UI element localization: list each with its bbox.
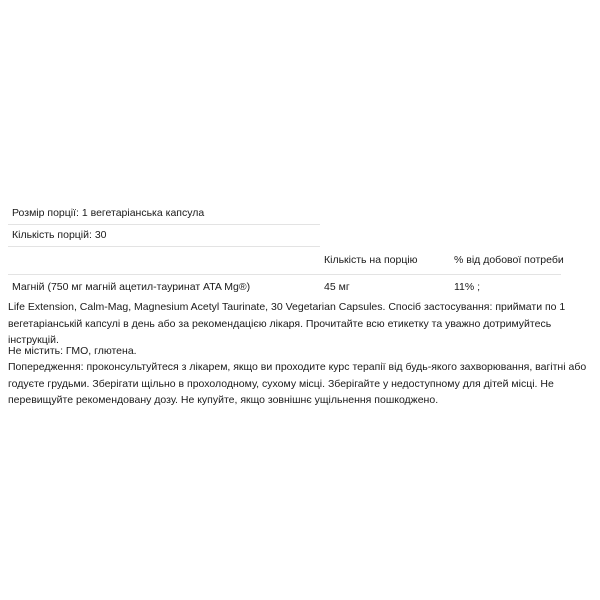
nutrient-amount: 45 мг (324, 281, 350, 293)
free-of-statement: Не містить: ГМО, глютена. (8, 345, 137, 357)
facts-header-row (8, 247, 564, 275)
servings-per-container-text: Кількість порцій: 30 (12, 229, 107, 241)
usage-instructions: Life Extension, Calm-Mag, Magnesium Acetyl Taurinate, 30 Vegetarian Capsules. Спосіб застосування: приймати по 1 вегетаріанській капсулі в день або за рекомендацією лікаря. Прочитайте всю етикетку та уважно дотримуйтесь інструкцій. (8, 301, 566, 346)
warning-statement: Попередження: проконсультуйтеся з лікарем, якщо ви проходите курс терапії від будь-якого захворювання, вагітні або годуєте грудьми. Зберігати щільно в прохолодному, сухому місці. Зберігайте у недоступному для дітей місці. Не перевищуйте рекомендовану дозу. Не купуйте, якщо зовнішнє ущільнення пошкоджено. (8, 361, 587, 406)
serving-size-row (8, 203, 320, 225)
supplement-facts-table (8, 203, 564, 299)
servings-per-container-row (8, 225, 320, 247)
nutrient-row (8, 275, 561, 299)
nutrient-daily-value: 11% ; (454, 281, 481, 293)
amount-per-serving-header: Кількість на порцію (324, 254, 418, 266)
serving-size-text: Розмір порції: 1 вегетаріанська капсула (12, 207, 205, 219)
nutrient-name: Магній (750 мг магній ацетил-тауринат ATA Mg®) (12, 281, 251, 293)
daily-value-header: % від добової потреби (454, 254, 564, 266)
